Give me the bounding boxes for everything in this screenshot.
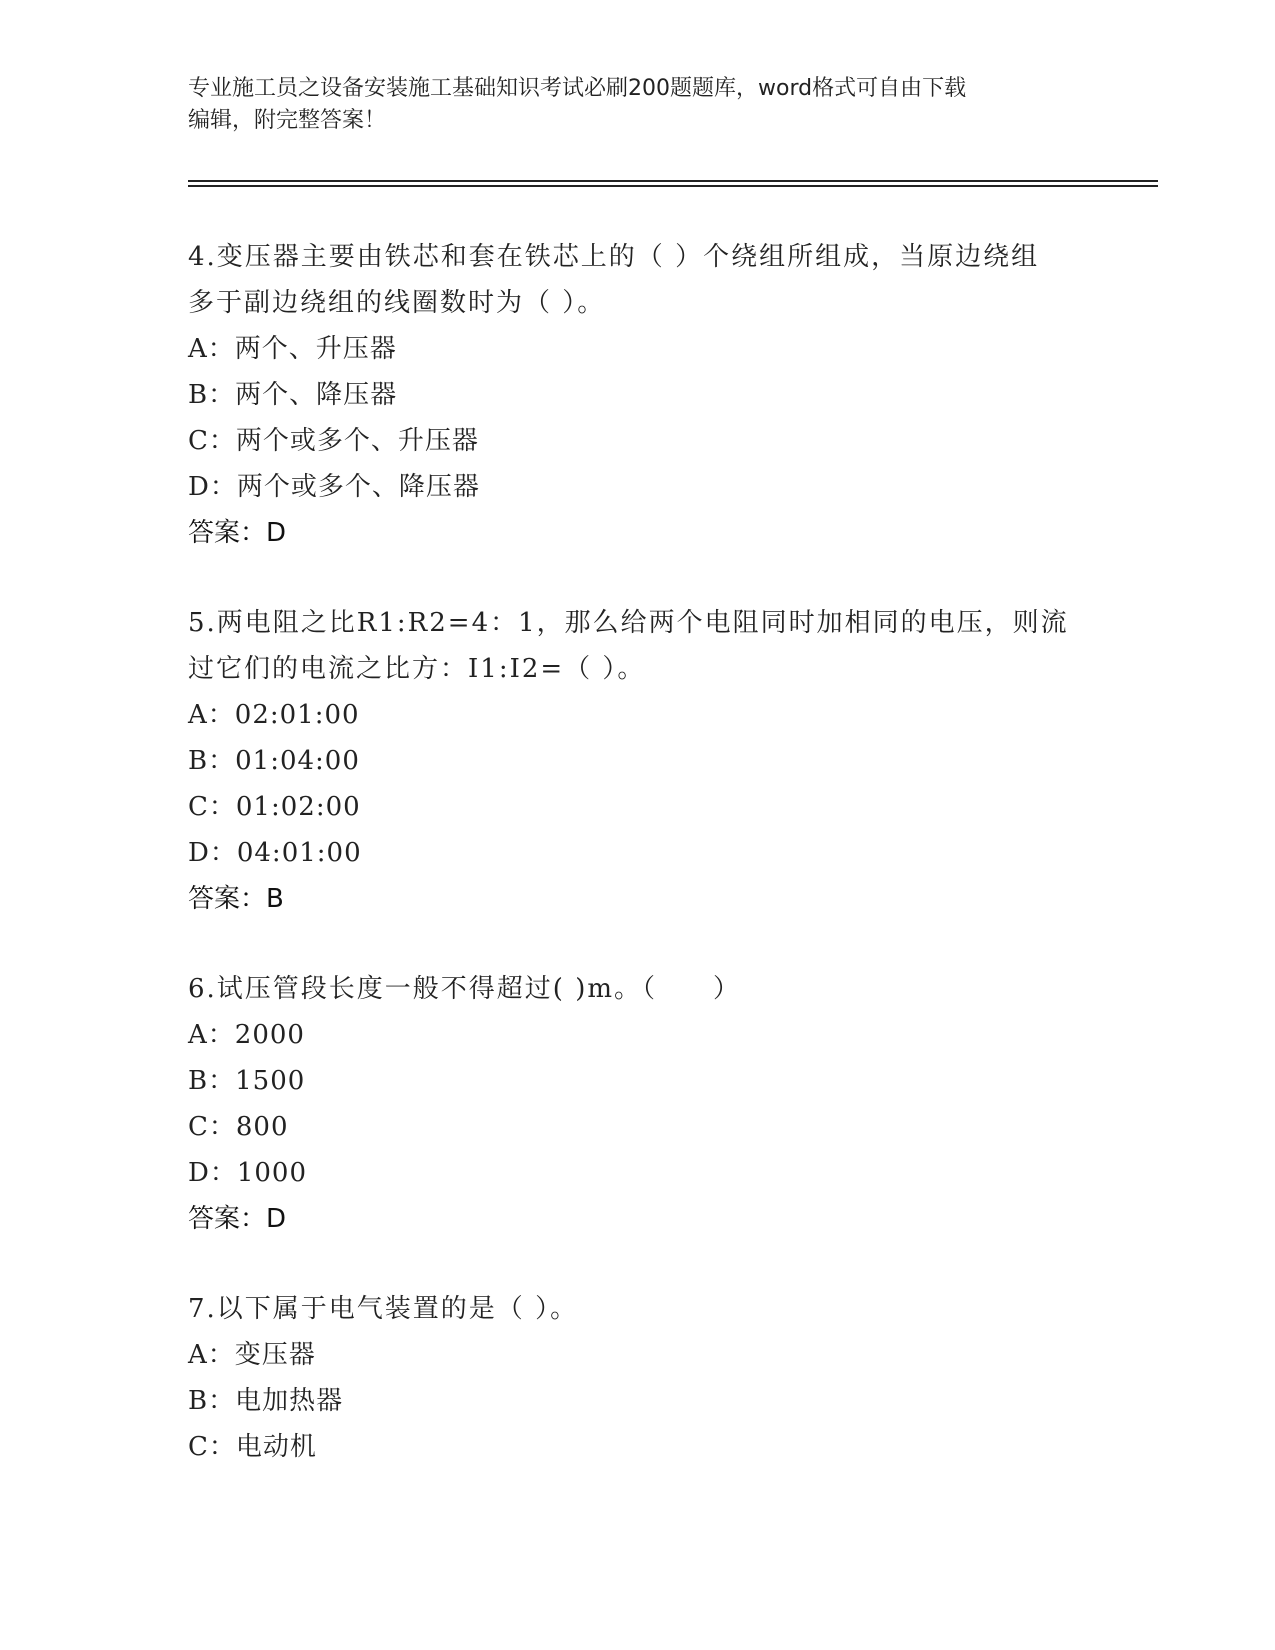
option-a: A：02:01:00 <box>188 700 360 730</box>
question-7 <box>188 1286 1088 1470</box>
question-stem-line: 过它们的电流之比方：I1:I2=（ ）。 <box>188 654 646 684</box>
option-a: A：两个、升压器 <box>188 334 397 364</box>
option-b: B：1500 <box>188 1066 306 1096</box>
question-stem-line: 5.两电阻之比R1:R2=4：1，那么给两个电阻同时加相同的电压，则流 <box>188 608 1069 638</box>
option-b: B：两个、降压器 <box>188 380 398 410</box>
question-stem-line: 多于副边绕组的线圈数时为（ ）。 <box>188 288 606 318</box>
option-c: C：电动机 <box>188 1432 317 1462</box>
answer-line: 答案：D <box>188 1204 287 1234</box>
question-stem-line: 7.以下属于电气装置的是（ ）。 <box>188 1294 579 1324</box>
option-a: A：2000 <box>188 1020 305 1050</box>
option-c: C：01:02:00 <box>188 792 361 822</box>
header-divider-bottom <box>188 185 1158 187</box>
question-4 <box>188 234 1088 556</box>
document-header <box>188 73 1088 137</box>
option-d: D：04:01:00 <box>188 838 362 868</box>
header-line-1: 专业施工员之设备安装施工基础知识考试必刷200题题库，word格式可自由下载 <box>188 76 967 101</box>
option-a: A：变压器 <box>188 1340 316 1370</box>
option-c: C：两个或多个、升压器 <box>188 426 479 456</box>
answer-line: 答案：D <box>188 518 287 548</box>
option-d: D：两个或多个、降压器 <box>188 472 480 502</box>
answer-line: 答案：B <box>188 884 284 914</box>
header-divider-top <box>188 180 1158 182</box>
option-d: D：1000 <box>188 1158 308 1188</box>
option-c: C：800 <box>188 1112 289 1142</box>
header-line-2: 编辑，附完整答案！ <box>188 108 387 133</box>
question-stem-line: 4.变压器主要由铁芯和套在铁芯上的（ ）个绕组所组成，当原边绕组 <box>188 242 1040 272</box>
question-6 <box>188 966 1088 1242</box>
question-stem-line: 6.试压管段长度一般不得超过( )m。（ ） <box>188 974 742 1004</box>
option-b: B：电加热器 <box>188 1386 344 1416</box>
question-5 <box>188 600 1088 922</box>
option-b: B：01:04:00 <box>188 746 360 776</box>
